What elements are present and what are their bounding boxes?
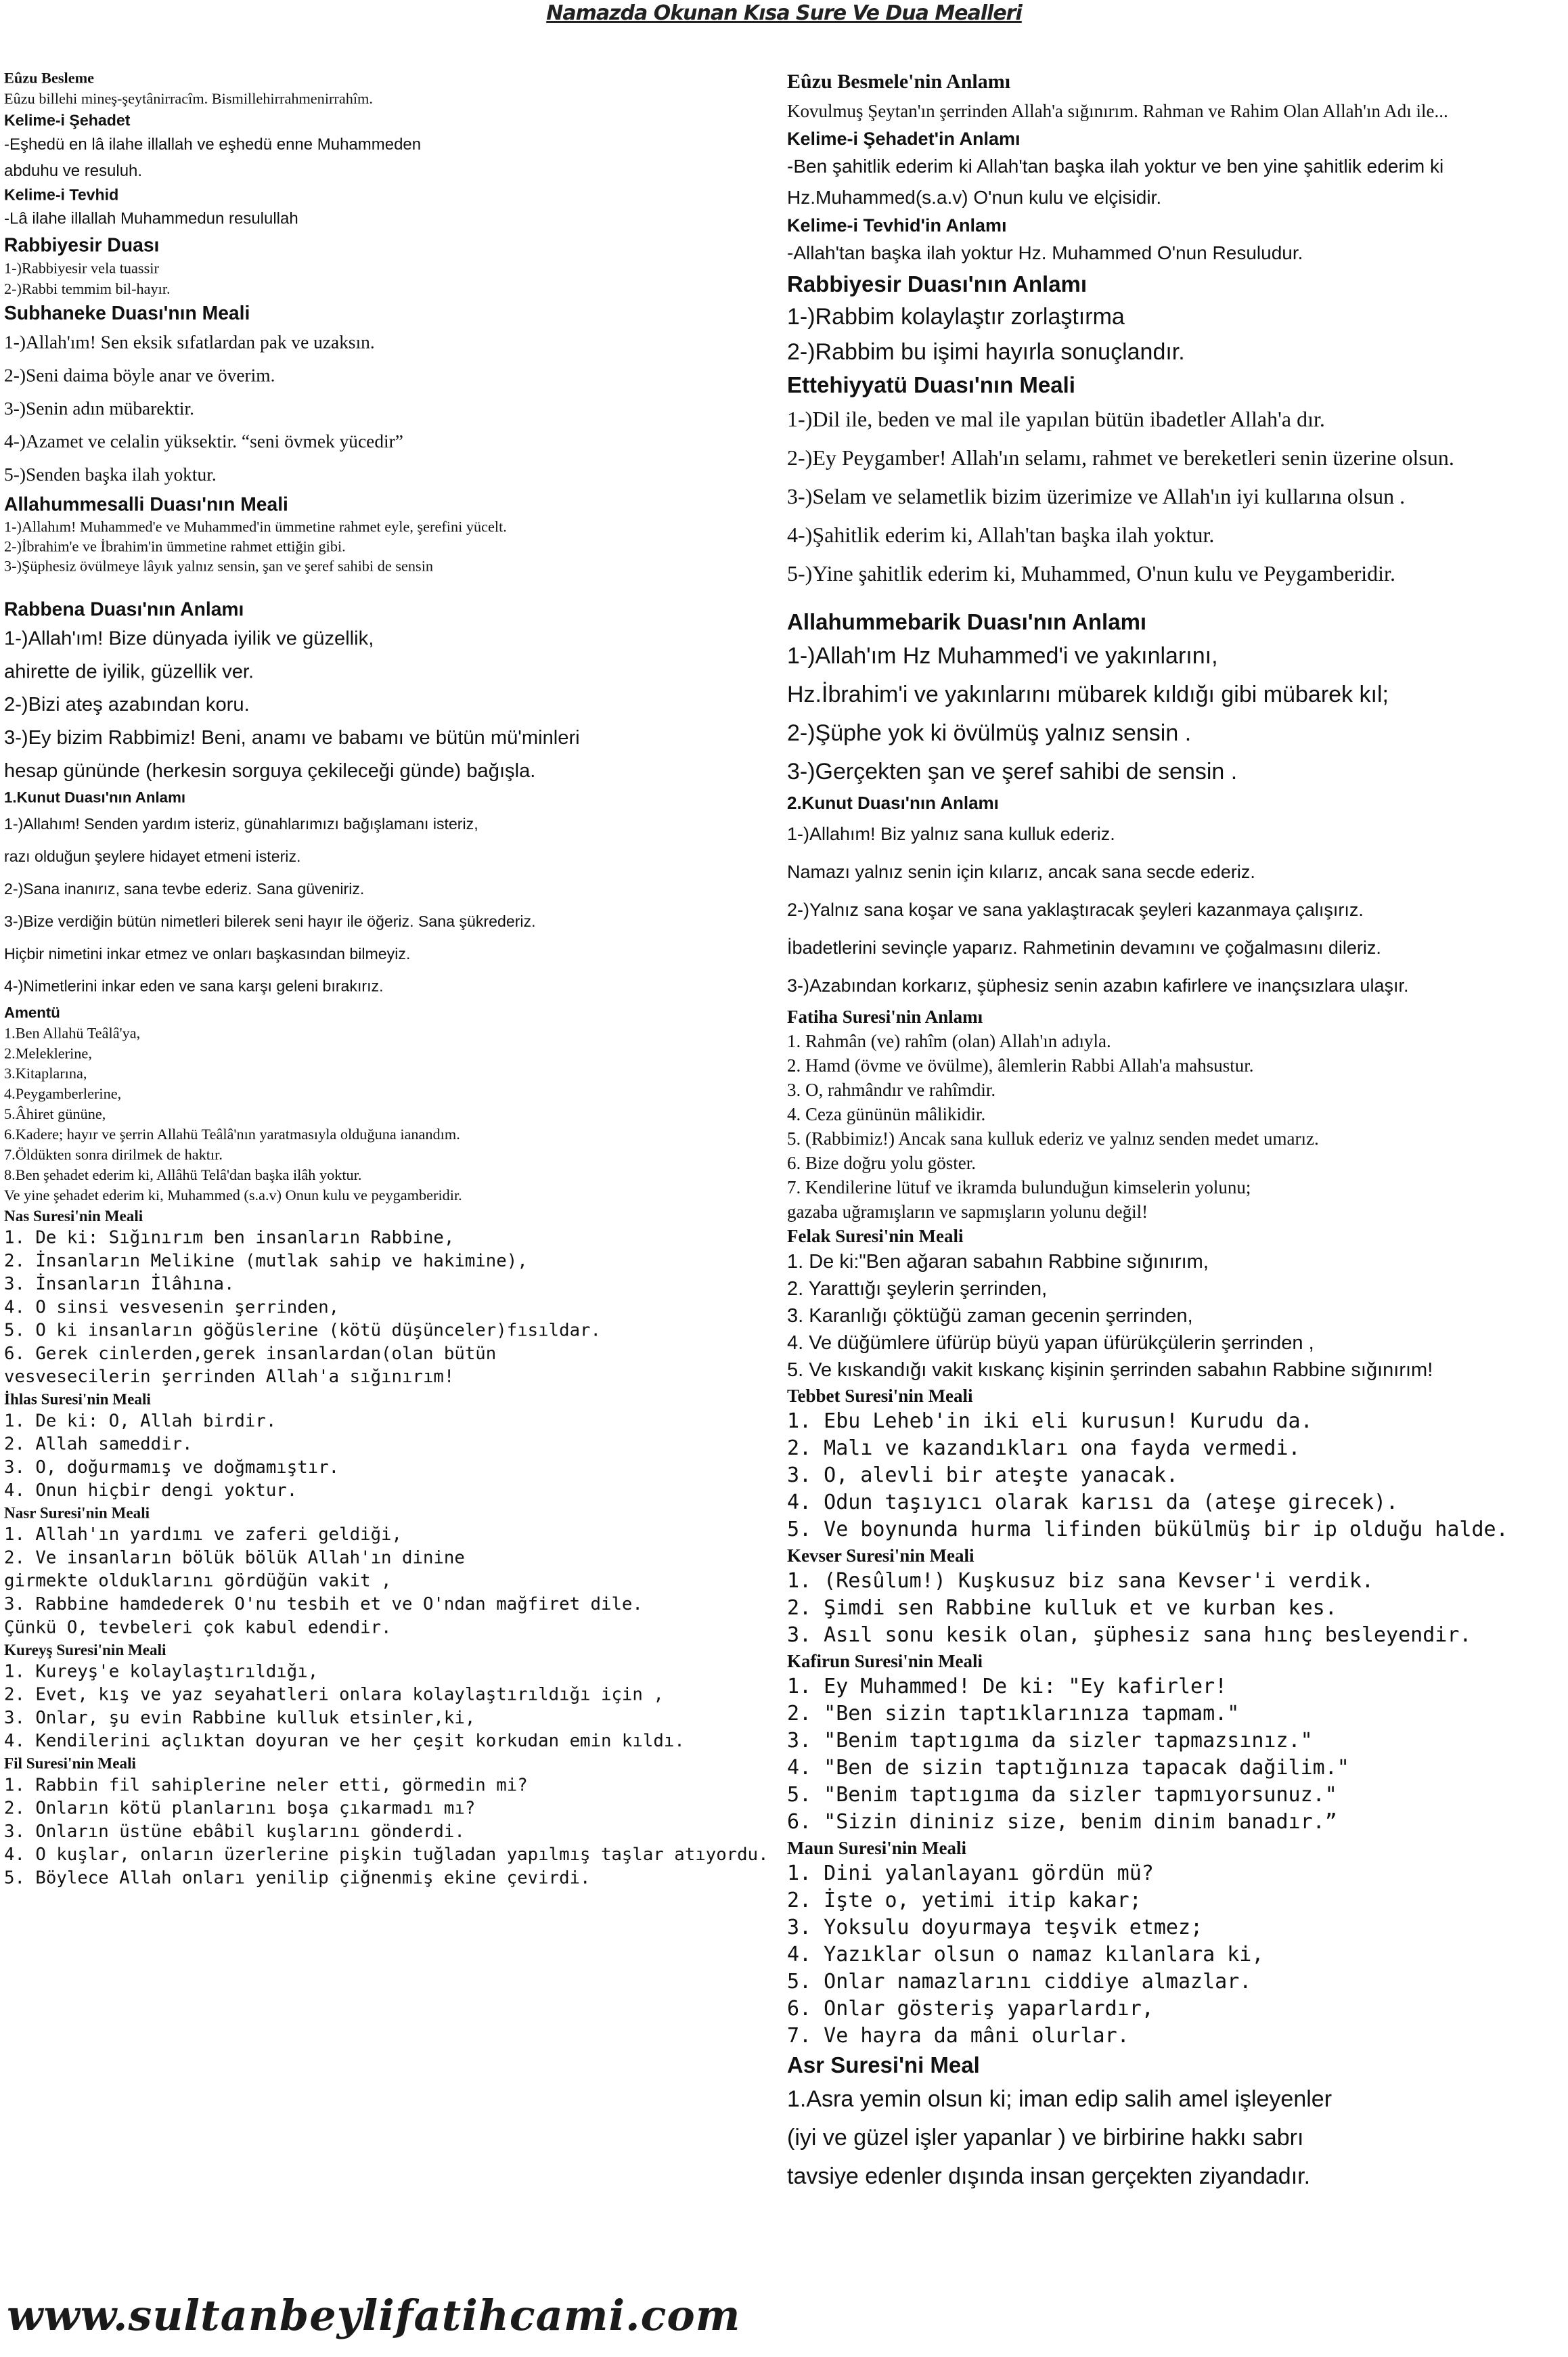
text-line: 3. İnsanların İlâhına. [4,1273,235,1294]
section-heading: Fatiha Suresi'nin Anlamı [787,1007,983,1027]
text-line: 5. O ki insanların göğüslerine (kötü düşünceler)fısıldar. [4,1320,601,1341]
section-tebbet-suresi-nin-meali [787,1384,1565,1543]
text-line: 3-)Selam ve selametlik bizim üzerimize ve Allah'ın iyi kullarına olsun . [787,484,1406,508]
section-heading: 2.Kunut Duası'nın Anlamı [787,793,999,813]
text-line: ahirette de iyilik, güzellik ver. [4,660,254,683]
text-line: 2. Ve insanların bölük bölük Allah'ın dinine [4,1547,465,1568]
text-line: 1-)Dil ile, beden ve mal ile yapılan bütün ibadetler Allah'a dır. [787,407,1325,431]
text-line: 2-)Seni daima böyle anar ve överim. [4,364,275,386]
text-line: (iyi ve güzel işler yapanlar ) ve birbirine hakkı sabrı [787,2125,1304,2151]
text-line: 3-)Şüphesiz övülmeye lâyık yalnız sensin, şan ve şeref sahibi de sensin [4,557,434,575]
text-line: 1. Ebu Leheb'in iki eli kurusun! Kurudu da. [787,1409,1313,1433]
text-line: 4. Odun taşıyıcı olarak karısı da (ateşe girecek). [787,1491,1399,1514]
section-heading: Kelime-i Tevhid'in Anlamı [787,215,1007,236]
section-kelime-i-tevhid [4,184,659,232]
text-line: 4-)Şahitlik ederim ki, Allah'tan başka ilah yoktur. [787,523,1215,547]
text-line: Hiçbir nimetini inkar etmez ve onları başkasından bilmeyiz. [4,945,411,963]
text-line: 7. Kendilerine lütuf ve ikramda bulunduğun kimselerin yolunu; [787,1177,1251,1197]
text-line: 1. Kureyş'e kolaylaştırıldığı, [4,1661,319,1682]
text-line: 1-)Allahım! Muhammed'e ve Muhammed'in ümmetine rahmet eyle, şerefini yücelt. [4,518,507,535]
text-line: 2-)Rabbi temmim bil-hayır. [4,280,171,298]
text-line: 5. Ve kıskandığı vakit kıskanç kişinin şerrinden sabahın Rabbine sığınırım! [787,1359,1433,1381]
section-heading: Ettehiyyatü Duası'nın Meali [787,372,1075,397]
text-line: 3. Karanlığı çöktüğü zaman gecenin şerrinden, [787,1305,1193,1327]
section-heading: Rabbiyesir Duası'nın Anlamı [787,271,1088,296]
section-heading: Maun Suresi'nin Meali [787,1838,967,1858]
text-line: 2-)Rabbim bu işimi hayırla sonuçlandır. [787,339,1185,365]
text-line: 5-)Senden başka ilah yoktur. [4,464,217,485]
text-line: 1. Rahmân (ve) rahîm (olan) Allah'ın adıyla. [787,1031,1111,1051]
section-fatiha-suresi-nin-anlami [787,1005,1565,1224]
text-line: tavsiye edenler dışında insan gerçekten ziyandadır. [787,2163,1311,2189]
section-heading: İhlas Suresi'nin Meali [4,1390,151,1408]
section-euzu-besleme [4,68,659,110]
text-line: 4. Ceza gününün mâlikidir. [787,1104,986,1124]
text-line: 1-)Rabbiyesir vela tuassir [4,259,159,277]
text-line: 3-)Ey bizim Rabbimiz! Beni, anamı ve babamı ve bütün mü'minleri [4,726,580,749]
text-line: 4. Ve düğümlere üfürüp büyü yapan üfürükçülerin şerrinden , [787,1332,1314,1354]
text-line: 2. Hamd (övme ve övülme), âlemlerin Rabbi Allah'a mahsustur. [787,1055,1254,1076]
text-line: Hz.Muhammed(s.a.v) O'nun kulu ve elçisidir. [787,187,1162,208]
section-fil-suresi-nin-meali [4,1753,769,1890]
text-line: 2.Meleklerine, [4,1044,92,1062]
section-rabbena-duasi-nin-anlami [4,596,659,787]
text-line: 1-)Allah'ım! Sen eksik sıfatlardan pak ve uzaksın. [4,331,375,353]
section-heading: Amentü [4,1003,60,1021]
text-line: 1. De ki:"Ben ağaran sabahın Rabbine sığınırım, [787,1251,1209,1273]
section-heading: Kelime-i Şehadet [4,112,131,129]
text-line: 2. Onların kötü planlarını boşa çıkarmadı mı? [4,1798,476,1819]
text-line: 6. "Sizin dininiz size, benim dinim banadır.” [787,1810,1337,1834]
text-line: 1. Ey Muhammed! De ki: "Ey kafirler! [787,1675,1228,1698]
section-heading: Rabbiyesir Duası [4,234,160,256]
text-line: gazaba uğramışların ve sapmışların yolunu değil! [787,1202,1148,1222]
text-line: 3. Asıl sonu kesik olan, şüphesiz sana hınç besleyendir. [787,1623,1472,1647]
section-kelime-i-tevhid-in-anlami [787,213,1565,269]
text-line: vesvesecilerin şerrinden Allah'a sığınırım! [4,1367,455,1388]
text-line: 2-)Yalnız sana koşar ve sana yaklaştıracak şeyleri kazanmaya çalışırız. [787,900,1364,920]
section-heading: Kevser Suresi'nin Meali [787,1545,975,1566]
section-felak-suresi-nin-meali [787,1224,1565,1384]
text-line: Ve yine şehadet ederim ki, Muhammed (s.a.v) Onun kulu ve peygamberidir. [4,1187,462,1204]
text-line: 4. Kendilerini açlıktan doyuran ve her çeşit korkudan emin kıldı. [4,1731,685,1752]
text-line: İbadetlerini sevinçle yaparız. Rahmetinin devamını ve çoğalmasını dileriz. [787,938,1381,958]
section-allahummebarik-duasi-nin-anlami [787,607,1565,791]
section-kafirun-suresi-nin-meali [787,1649,1565,1836]
section-kelime-i-sehadet [4,110,659,185]
section-heading: Kelime-i Tevhid [4,185,119,204]
text-line: -Lâ ilahe illallah Muhammedun resulullah [4,209,298,227]
section-kelime-i-sehadet-in-anlami [787,127,1565,213]
section-amentu [4,1003,659,1206]
text-line: 2-)Bizi ateş azabından koru. [4,693,250,715]
section-kureys-suresi-nin-meali [4,1639,685,1753]
text-line: 3. Onlar, şu evin Rabbine kulluk etsinler,ki, [4,1707,476,1728]
text-line: 1-)Allahım! Biz yalnız sana kulluk ederiz. [787,824,1115,844]
text-line: 1. De ki: O, Allah birdir. [4,1411,277,1432]
text-line: 1. Rabbin fil sahiplerine neler etti, görmedin mi? [4,1775,528,1796]
website-watermark: www.sultanbeylifatihcami.com [7,2291,741,2340]
text-line: 2. "Ben sizin taptıklarınıza tapmam." [787,1702,1240,1725]
section-asr-suresi-ni-meal [787,2050,1565,2196]
text-line: 6.Kadere; hayır ve şerrin Allahü Teâlâ'nın yaratmasıyla olduğuna ianandım. [4,1126,460,1143]
text-line: 6. Onlar gösteriş yaparlardır, [787,1997,1154,2021]
text-line: 2. Yarattığı şeylerin şerrinden, [787,1278,1048,1300]
text-line: 3-)Azabından korkarız, şüphesiz senin azabın kafirlere ve inançsızlara ulaşır. [787,975,1409,996]
section-heading: 1.Kunut Duası'nın Anlamı [4,788,186,806]
text-line: 2. Allah sameddir. [4,1434,193,1455]
section-heading: Allahummesalli Duası'nın Meali [4,493,288,515]
text-line: 4-)Azamet ve celalin yüksektir. “seni övmek yücedir” [4,431,403,452]
section-rabbiyesir-duasi [4,232,659,299]
text-line: Eûzu billehi mineş-şeytânirracîm. Bismillehirrahmenirrahîm. [4,90,373,108]
text-line: 3. Rabbine hamdederek O'nu tesbih et ve O'ndan mağfiret dile. [4,1593,643,1614]
text-line: hesap gününde (herkesin sorguya çekileceği günde) bağışla. [4,759,536,782]
section-heading: Asr Suresi'ni Meal [787,2052,980,2077]
section-ettehiyyatu-duasi-nin-meali [787,370,1565,593]
section-euzu-besmele-nin-anlami [787,68,1565,127]
text-line: -Ben şahitlik ederim ki Allah'tan başka ilah yoktur ve ben yine şahitlik ederim ki [787,156,1444,177]
text-line: 4. O sinsi vesvesenin şerrinden, [4,1297,340,1318]
left-column [4,68,769,1890]
text-line: Kovulmuş Şeytan'ın şerrinden Allah'a sığınırım. Rahman ve Rahim Olan Allah'ın Adı ile... [787,101,1448,121]
section-2-kunut-duasi-nin-anlami [787,791,1565,1005]
text-line: 3. Onların üstüne ebâbil kuşlarını gönderdi. [4,1821,465,1842]
text-line: 7. Ve hayra da mâni olurlar. [787,2024,1129,2048]
text-line: 2. İşte o, yetimi itip kakar; [787,1889,1142,1912]
text-line: 1-)Allah'ım Hz Muhammed'i ve yakınlarını, [787,643,1218,669]
text-line: 3-)Senin adın mübarektir. [4,397,194,419]
text-line: 2. Malı ve kazandıkları ona fayda vermedi. [787,1436,1301,1460]
text-line: 5. Ve boynunda hurma lifinden bükülmüş bir ip olduğu halde. [787,1518,1508,1541]
section-nas-suresi-nin-meali [4,1206,659,1389]
section-heading: Nas Suresi'nin Meali [4,1207,143,1225]
text-line: 2-)İbrahim'e ve İbrahim'in ümmetine rahmet ettiğin gibi. [4,537,346,555]
text-line: -Eşhedü en lâ ilahe illallah ve eşhedü enne Muhammeden [4,135,422,153]
text-line: 6. Bize doğru yolu göster. [787,1153,976,1173]
text-line: 5.Âhiret gününe, [4,1105,106,1123]
section-1-kunut-duasi-nin-anlami [4,787,659,1003]
text-line: 1. De ki: Sığınırım ben insanların Rabbine, [4,1227,455,1248]
text-line: 8.Ben şehadet ederim ki, Allâhü Telâ'dan başka ilâh yoktur. [4,1166,362,1184]
section-heading: Kureyş Suresi'nin Meali [4,1641,166,1658]
section-i-hlas-suresi-nin-meali [4,1389,659,1503]
text-line: 1. Dini yalanlayanı gördün mü? [787,1862,1154,1885]
text-line: 4-)Nimetlerini inkar eden ve sana karşı geleni bırakırız. [4,977,384,995]
text-line: 2. Şimdi sen Rabbine kulluk et ve kurban kes. [787,1596,1337,1620]
text-line: 4. "Ben de sizin taptığınıza tapacak dağilim." [787,1756,1349,1780]
text-line: 5. Onlar namazlarını ciddiye almazlar. [787,1970,1252,1993]
page-title: Namazda Okunan Kısa Sure Ve Dua Mealleri [546,1,1022,25]
text-line: 2. Evet, kış ve yaz seyahatleri onlara kolaylaştırıldığı için , [4,1684,664,1705]
section-heading: Nasr Suresi'nin Meali [4,1504,150,1522]
text-line: 4. O kuşlar, onların üzerlerine pişkin tuğladan yapılmış taşlar atıyordu. [4,1844,769,1865]
section-heading: Kafirun Suresi'nin Meali [787,1651,983,1671]
text-line: 3. O, rahmândır ve rahîmdir. [787,1080,996,1100]
section-rabbiyesir-duasi-nin-anlami [787,269,1565,370]
text-line: 4. Yazıklar olsun o namaz kılanlara ki, [787,1943,1264,1966]
text-line: 3. Yoksulu doyurmaya teşvik etmez; [787,1916,1203,1939]
text-line: girmekte olduklarını gördüğün vakit , [4,1570,392,1591]
text-line: 5. Böylece Allah onları yenilip çiğnenmiş ekine çevirdi. [4,1868,591,1889]
section-heading: Felak Suresi'nin Meali [787,1226,964,1246]
text-line: 2-)Şüphe yok ki övülmüş yalnız sensin . [787,720,1192,746]
section-nasr-suresi-nin-meali [4,1502,659,1639]
text-line: 1.Ben Allahü Teâlâ'ya, [4,1024,141,1042]
section-subhaneke-duasi-nin-meali [4,300,659,491]
text-line: 5-)Yine şahitlik ederim ki, Muhammed, O'nun kulu ve Peygamberidir. [787,561,1395,586]
text-line: 3. O, doğurmamış ve doğmamıştır. [4,1457,340,1478]
section-heading: Eûzu Besmele'nin Anlamı [787,70,1011,93]
section-heading: Tebbet Suresi'nin Meali [787,1386,973,1406]
text-line: 4.Peygamberlerine, [4,1085,122,1103]
text-line: 1.Asra yemin olsun ki; iman edip salih amel işleyenler [787,2086,1332,2112]
text-line: 4. Onun hiçbir dengi yoktur. [4,1480,298,1501]
text-line: 1-)Allah'ım! Bize dünyada iyilik ve güzellik, [4,627,374,650]
text-line: 6. Gerek cinlerden,gerek insanlardan(olan bütün [4,1343,497,1364]
text-line: 1. Allah'ın yardımı ve zaferi geldiği, [4,1524,402,1545]
text-line: razı olduğun şeylere hidayet etmeni isteriz. [4,847,301,865]
text-line: 2-)Sana inanırız, sana tevbe ederiz. Sana güveniriz. [4,880,365,898]
text-line: 7.Öldükten sonra dirilmek de haktır. [4,1146,223,1164]
text-line: 3. O, alevli bir ateşte yanacak. [787,1463,1178,1487]
right-column [787,68,1565,2196]
section-heading: Kelime-i Şehadet'in Anlamı [787,129,1021,149]
text-line: 3-)Gerçekten şan ve şeref sahibi de sensin . [787,759,1238,785]
section-heading: Rabbena Duası'nın Anlamı [4,598,244,620]
text-line: 2-)Ey Peygamber! Allah'ın selamı, rahmet ve bereketleri senin üzerine olsun. [787,445,1454,470]
section-maun-suresi-nin-meali [787,1836,1565,2050]
text-line: 3. "Benim taptıgıma da sizler tapmazsınız." [787,1729,1313,1753]
section-heading: Allahummebarik Duası'nın Anlamı [787,609,1147,634]
text-line: Çünkü O, tevbeleri çok kabul edendir. [4,1617,392,1638]
text-line: 1. (Resûlum!) Kuşkusuz biz sana Kevser'i verdik. [787,1569,1374,1593]
text-line: 1-)Allahım! Senden yardım isteriz, günahlarımızı bağışlamanı isteriz, [4,815,478,833]
text-line: 2. İnsanların Melikine (mutlak sahip ve hakimine), [4,1250,528,1271]
text-line: 5. (Rabbimiz!) Ancak sana kulluk ederiz ve yalnız senden medet umarız. [787,1128,1319,1149]
section-heading: Subhaneke Duası'nın Meali [4,302,250,324]
section-heading: Eûzu Besleme [4,69,95,87]
text-line: 3.Kitaplarına, [4,1065,87,1082]
text-line: 3-)Bize verdiğin bütün nimetleri bilerek seni hayır ile öğeriz. Sana şükrederiz. [4,912,536,930]
section-allahummesalli-duasi-nin-meali [4,491,659,576]
section-kevser-suresi-nin-meali [787,1543,1565,1649]
text-line: Hz.İbrahim'i ve yakınlarını mübarek kıldığı gibi mübarek kıl; [787,682,1389,707]
text-line: -Allah'tan başka ilah yoktur Hz. Muhammed O'nun Resuludur. [787,242,1303,263]
text-line: 5. "Benim taptıgıma da sizler tapmıyorsunuz." [787,1783,1337,1807]
section-heading: Fil Suresi'nin Meali [4,1755,136,1772]
text-line: abduhu ve resuluh. [4,161,143,180]
text-line: 1-)Rabbim kolaylaştır zorlaştırma [787,304,1125,330]
text-line: Namazı yalnız senin için kılarız, ancak sana secde ederiz. [787,862,1255,882]
